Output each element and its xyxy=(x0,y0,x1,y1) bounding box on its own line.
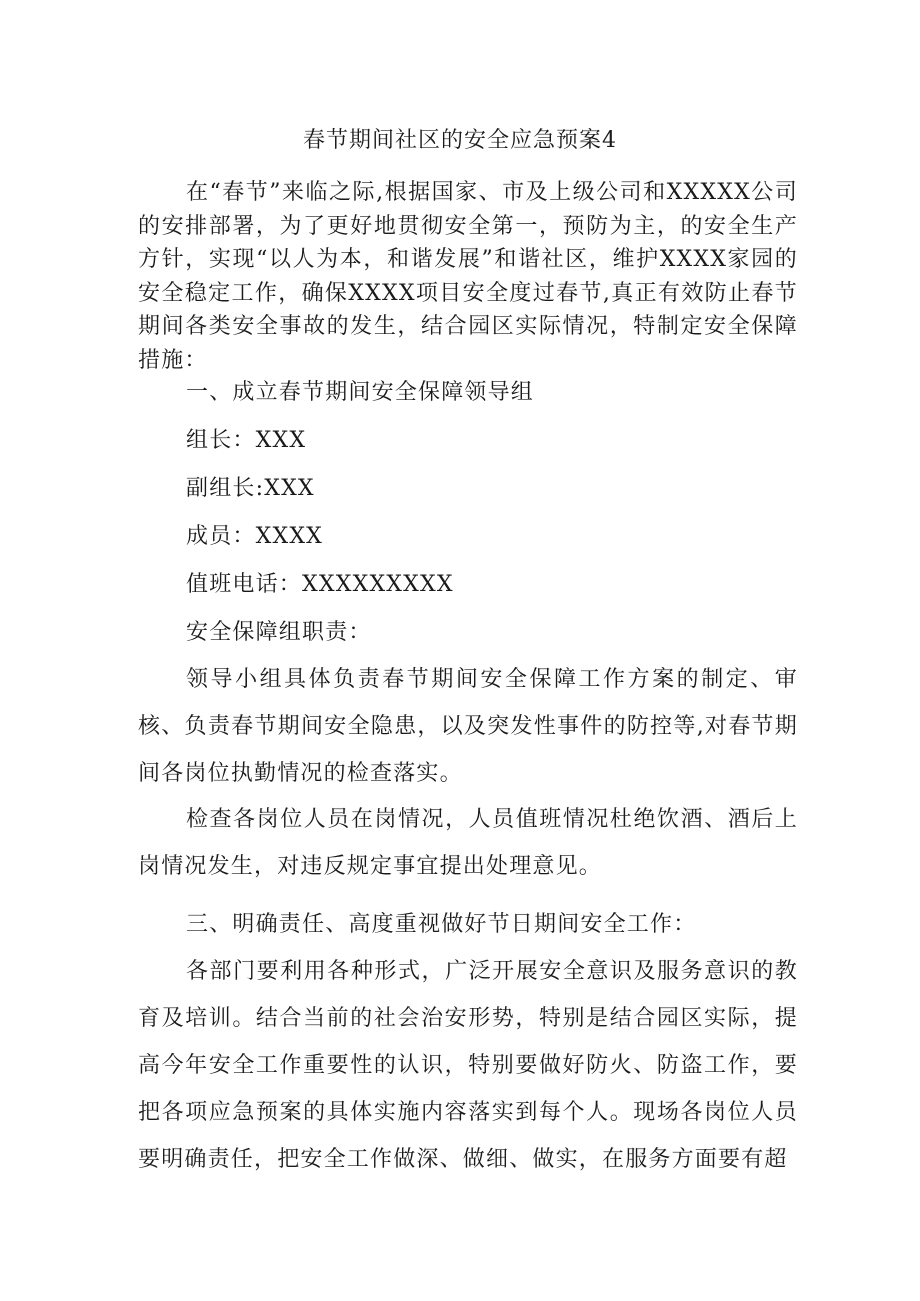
duty-paragraph-1: 领导小组具体负责春节期间安全保障工作方案的制定、审核、负责春节期间安全隐患，以及突发性事件的防控等,对春节期间各岗位执勤情况的检查落实。 xyxy=(138,667,798,786)
leader-line: 组长：XXX xyxy=(186,428,307,453)
members-line: 成员：XXXX xyxy=(186,524,324,549)
duty-phone-line: 值班电话：XXXXXXXXX xyxy=(186,572,454,597)
section3-paragraph: 各部门要利用各种形式，广泛开展安全意识及服务意识的教育及培训。结合当前的社会治安形势，特别是结合园区实际，提高今年安全工作重要性的认识，特别要做好防火、防盗工作，要把各项应急预案的具体实施内容落实到每个人。现场各岗位人员要明确责任，把安全工作做深、做细、做实，在服务方面要有超 xyxy=(138,959,798,1172)
section3-heading: 三、明确责任、高度重视做好节日期间安全工作： xyxy=(186,912,697,937)
duty-paragraph-2: 检查各岗位人员在岗情况，人员值班情况杜绝饮酒、酒后上岗情况发生，对违反规定事宜提出处理意见。 xyxy=(138,807,798,879)
section1-heading: 一、成立春节期间安全保障领导组 xyxy=(186,380,535,405)
deputy-leader-line: 副组长:XXX xyxy=(186,476,315,501)
duties-heading: 安全保障组职责： xyxy=(186,620,372,645)
document-title: 春节期间社区的安全应急预案4 xyxy=(303,128,617,153)
intro-paragraph: 在“春节”来临之际,根据国家、市及上级公司和XXXXX公司的安排部署，为了更好地贯彻安全第一，预防为主，的安全生产方针，实现“以人为本，和谐发展”和谐社区，维护XXXX家园的安全稳定工作，确保XXXX项目安全度过春节,真正有效防止春节期间各类安全事故的发生，结合园区实际情况，特制定安全保障措施： xyxy=(138,180,798,373)
